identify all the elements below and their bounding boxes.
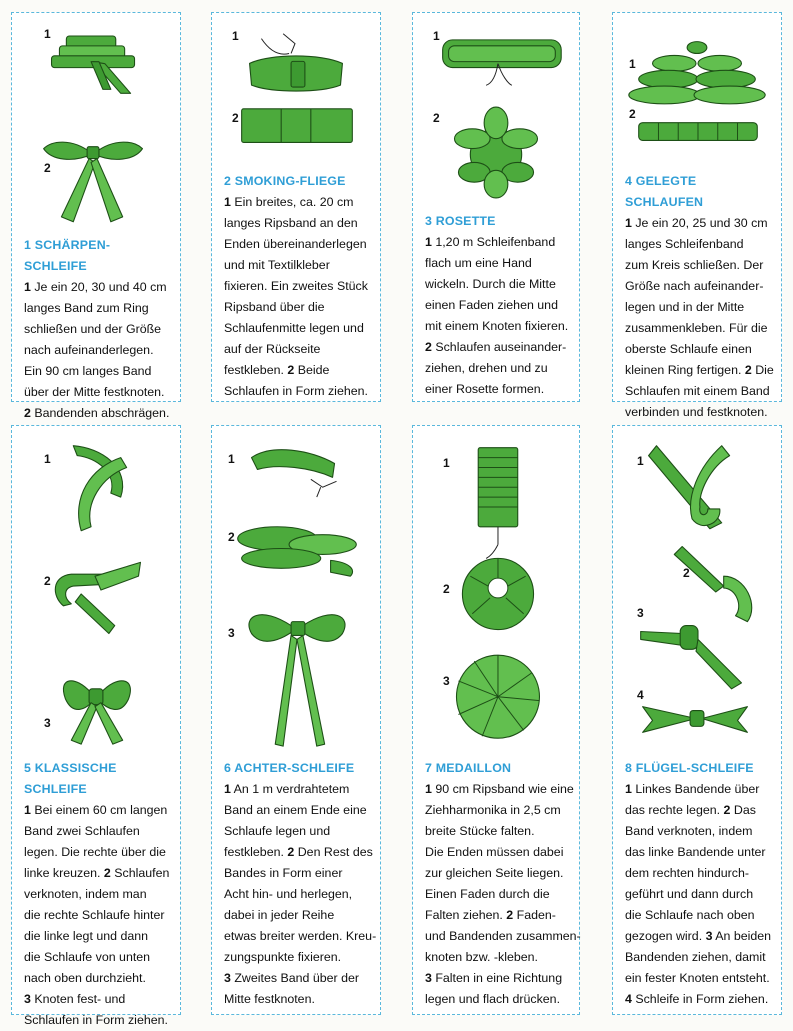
klassische-text bbox=[24, 758, 172, 1031]
step-label-1: 1 bbox=[44, 27, 51, 41]
step-number: 1 bbox=[24, 803, 31, 817]
instruction-text: knoten bzw. -kleben. bbox=[425, 950, 538, 964]
instruction-line bbox=[224, 255, 372, 276]
instruction-line bbox=[625, 360, 773, 381]
instruction-line bbox=[224, 360, 372, 381]
instruction-line bbox=[625, 947, 773, 968]
instruction-text: festkleben. bbox=[224, 845, 288, 859]
step-number: 2 bbox=[425, 340, 432, 354]
instruction-text: langes Schleifenband bbox=[625, 237, 744, 251]
instruction-line bbox=[425, 947, 571, 968]
instruction-line bbox=[625, 884, 773, 905]
instruction-text: Die Enden müssen dabei bbox=[425, 845, 564, 859]
instruction-text: 90 cm Ripsband wie eine bbox=[431, 782, 574, 796]
instruction-line bbox=[425, 358, 571, 379]
instruction-line bbox=[24, 947, 172, 968]
card-gelegte-schlaufen bbox=[612, 12, 782, 419]
instruction-line bbox=[425, 821, 571, 842]
instruction-text: Je ein 20, 30 und 40 cm bbox=[30, 280, 167, 294]
instruction-text: linke kreuzen. bbox=[24, 866, 104, 880]
instruction-text: Das bbox=[730, 803, 756, 817]
klassische-illustration bbox=[12, 426, 180, 756]
card-title: 8 FLÜGEL-SCHLEIFE bbox=[625, 761, 754, 775]
instruction-line bbox=[24, 298, 172, 319]
instruction-text: schließen und der Größe bbox=[24, 322, 162, 336]
instruction-text: Größe nach aufeinander- bbox=[625, 279, 764, 293]
instruction-text: Band verknoten, indem bbox=[625, 824, 753, 838]
achter-illustration bbox=[212, 426, 380, 756]
instruction-text: Schlaufen auseinander- bbox=[431, 340, 567, 354]
instruction-text: die linke legt und dann bbox=[24, 929, 149, 943]
instruction-line bbox=[425, 379, 571, 400]
step-number: 1 bbox=[625, 216, 632, 230]
instruction-text: zur gleichen Seite liegen. bbox=[425, 866, 564, 880]
instruction-text: Ripsband über die bbox=[224, 300, 325, 314]
step-label-3: 3 bbox=[44, 716, 51, 730]
step-label-1: 1 bbox=[228, 452, 235, 466]
instruction-text: legen und flach drücken. bbox=[425, 992, 561, 1006]
instruction-line bbox=[224, 192, 372, 213]
schaerpen-text bbox=[24, 235, 172, 424]
instruction-text: Schlaufenmitte legen und bbox=[224, 321, 364, 335]
instruction-text: die Schlaufe von unten bbox=[24, 950, 151, 964]
instruction-line bbox=[625, 905, 773, 926]
instruction-line bbox=[24, 340, 172, 361]
instruction-text: Band zwei Schlaufen bbox=[24, 824, 140, 838]
gelegte-illustration bbox=[613, 13, 781, 173]
instruction-text: Acht hin- und herlegen, bbox=[224, 887, 353, 901]
card-title: 7 MEDAILLON bbox=[425, 761, 512, 775]
instruction-text: nach oben durchzieht. bbox=[24, 971, 146, 985]
instruction-line bbox=[224, 800, 372, 821]
achter-text bbox=[224, 758, 377, 1010]
instruction-text: fixieren. Ein zweites Stück bbox=[224, 279, 368, 293]
instruction-text: langes Ripsband an den bbox=[224, 216, 358, 230]
card-title: 5 KLASSISCHE SCHLEIFE bbox=[24, 761, 117, 796]
step-number: 1 bbox=[224, 195, 231, 209]
instruction-text: legen. Die rechte über die bbox=[24, 845, 166, 859]
card-title: 3 ROSETTE bbox=[425, 214, 496, 228]
instruction-line bbox=[224, 821, 372, 842]
smoking-text bbox=[224, 171, 372, 402]
instruction-text: Schlaufen in Form ziehen. bbox=[224, 384, 368, 398]
instruction-text: Ziehharmonika in 2,5 cm bbox=[425, 803, 561, 817]
instruction-line bbox=[625, 989, 773, 1010]
instruction-line bbox=[224, 884, 372, 905]
instruction-line bbox=[224, 297, 372, 318]
instruction-line bbox=[425, 989, 571, 1010]
step-number: 3 bbox=[224, 971, 231, 985]
instruction-text: Bei einem 60 cm langen bbox=[30, 803, 168, 817]
instruction-line bbox=[24, 989, 172, 1010]
instruction-line bbox=[625, 842, 773, 863]
instruction-text: die rechte Schlaufe hinter bbox=[24, 908, 165, 922]
step-number: 2 bbox=[103, 866, 111, 880]
instruction-text: Zweites Band über der bbox=[230, 971, 360, 985]
instruction-text: dabei in jeder Reihe bbox=[224, 908, 335, 922]
instruction-line bbox=[224, 989, 372, 1010]
step-number: 2 bbox=[287, 363, 295, 377]
step-number: 3 bbox=[425, 971, 432, 985]
card-rosette bbox=[412, 12, 580, 402]
instruction-line bbox=[24, 863, 172, 884]
step-number: 1 bbox=[425, 782, 432, 796]
instruction-line bbox=[224, 276, 372, 297]
step-number: 1 bbox=[625, 782, 632, 796]
instruction-line bbox=[625, 381, 773, 402]
instruction-text: Faden- bbox=[513, 908, 556, 922]
card-smoking-fliege bbox=[211, 12, 381, 402]
instruction-line bbox=[625, 255, 773, 276]
instruction-text: Bandes in Form einer bbox=[224, 866, 343, 880]
instruction-text: auf der Rückseite bbox=[224, 342, 321, 356]
instruction-text: Den Rest des bbox=[294, 845, 373, 859]
instruction-line bbox=[24, 403, 172, 424]
instruction-text: Einen Faden durch die bbox=[425, 887, 550, 901]
instruction-text: die Schlaufe nach oben bbox=[625, 908, 755, 922]
step-label-1: 1 bbox=[44, 452, 51, 466]
step-number: 2 bbox=[744, 363, 752, 377]
instruction-line bbox=[224, 339, 372, 360]
instruction-line bbox=[425, 295, 571, 316]
instruction-text: Schlaufe legen und bbox=[224, 824, 331, 838]
instruction-line bbox=[24, 382, 172, 403]
instruction-line bbox=[625, 800, 773, 821]
instruction-line bbox=[625, 339, 773, 360]
step-number: 4 bbox=[625, 992, 632, 1006]
instruction-text: flach um eine Hand bbox=[425, 256, 532, 270]
instruction-text: das linke Bandende unter bbox=[625, 845, 766, 859]
instruction-line bbox=[224, 213, 372, 234]
instruction-text: etwas breiter werden. Kreu- bbox=[224, 929, 377, 943]
instruction-text: kleinen Ring fertigen. bbox=[625, 363, 745, 377]
instruction-line bbox=[224, 381, 372, 402]
instruction-line bbox=[425, 232, 571, 253]
instruction-text: Bandenden ziehen, damit bbox=[625, 950, 766, 964]
medaillon-text bbox=[425, 758, 581, 1010]
instruction-text: Falten in eine Richtung bbox=[431, 971, 563, 985]
instruction-line bbox=[24, 1010, 172, 1031]
instruction-text: Enden übereinanderlegen bbox=[224, 237, 367, 251]
step-label-2: 2 bbox=[44, 574, 51, 588]
instruction-text: und mit Textilkleber bbox=[224, 258, 330, 272]
instruction-text: Schlaufen mit einem Band bbox=[625, 384, 770, 398]
instruction-text: legen und in der Mitte bbox=[625, 300, 745, 314]
card-title: 2 SMOKING-FLIEGE bbox=[224, 174, 346, 188]
gelegte-text bbox=[625, 171, 773, 423]
instruction-text: verbinden und festknoten. bbox=[625, 405, 768, 419]
instruction-text: geführt und dann durch bbox=[625, 887, 754, 901]
step-number: 2 bbox=[287, 845, 295, 859]
instruction-text: oberste Schlaufe einen bbox=[625, 342, 752, 356]
card-title: 6 ACHTER-SCHLEIFE bbox=[224, 761, 355, 775]
card-medaillon bbox=[412, 425, 580, 1015]
instruction-line bbox=[24, 968, 172, 989]
instruction-text: ziehen, drehen und zu bbox=[425, 361, 548, 375]
step-number: 3 bbox=[705, 929, 713, 943]
instruction-line bbox=[224, 863, 372, 884]
instruction-line bbox=[24, 842, 172, 863]
instruction-line bbox=[24, 361, 172, 382]
instruction-line bbox=[425, 337, 571, 358]
step-label-1: 1 bbox=[443, 456, 450, 470]
fluegel-illustration bbox=[613, 426, 781, 756]
instruction-text: mit einem Knoten fixieren. bbox=[425, 319, 569, 333]
step-number: 3 bbox=[24, 992, 31, 1006]
step-label-2: 2 bbox=[683, 566, 690, 580]
instruction-line bbox=[425, 842, 571, 863]
instruction-line bbox=[24, 277, 172, 298]
step-label-2: 2 bbox=[44, 161, 51, 175]
schaerpen-illustration bbox=[12, 13, 180, 228]
instruction-line bbox=[625, 779, 773, 800]
step-label-3: 3 bbox=[443, 674, 450, 688]
medaillon-illustration bbox=[413, 426, 579, 756]
instruction-text: zusammenkleben. Für die bbox=[625, 321, 768, 335]
instruction-line bbox=[425, 926, 581, 947]
instruction-line bbox=[224, 926, 377, 947]
instruction-line bbox=[625, 402, 773, 423]
instruction-text: dem rechten hindurch- bbox=[625, 866, 749, 880]
instruction-text: Schleife in Form ziehen. bbox=[631, 992, 769, 1006]
instruction-line bbox=[625, 276, 773, 297]
step-number: 1 bbox=[224, 782, 231, 796]
step-label-2: 2 bbox=[232, 111, 239, 125]
instruction-text: 1,20 m Schleifenband bbox=[431, 235, 556, 249]
step-number: 1 bbox=[24, 280, 31, 294]
instruction-line bbox=[425, 968, 571, 989]
card-title: 1 SCHÄRPEN-SCHLEIFE bbox=[24, 238, 111, 273]
instruction-text: Falten ziehen. bbox=[425, 908, 507, 922]
instruction-line bbox=[425, 274, 571, 295]
instruction-text: zungspunkte fixieren. bbox=[224, 950, 342, 964]
step-label-1: 1 bbox=[433, 29, 440, 43]
instruction-line bbox=[425, 779, 574, 800]
step-label-2: 2 bbox=[629, 107, 636, 121]
instruction-text: das rechte legen. bbox=[625, 803, 724, 817]
instruction-line bbox=[24, 905, 172, 926]
card-klassische-schleife bbox=[11, 425, 181, 1027]
instruction-text: Mitte festknoten. bbox=[224, 992, 315, 1006]
instruction-line bbox=[425, 253, 571, 274]
step-label-2: 2 bbox=[228, 530, 235, 544]
instruction-line bbox=[425, 863, 571, 884]
step-label-2: 2 bbox=[443, 582, 450, 596]
instruction-text: wickeln. Durch die Mitte bbox=[425, 277, 556, 291]
step-label-1: 1 bbox=[637, 454, 644, 468]
instruction-line bbox=[425, 884, 571, 905]
instruction-text: nach aufeinanderlegen. bbox=[24, 343, 154, 357]
step-number: 2 bbox=[24, 406, 31, 420]
instruction-text: Band an einem Ende eine bbox=[224, 803, 367, 817]
instruction-line bbox=[24, 926, 172, 947]
step-label-1: 1 bbox=[629, 57, 636, 71]
instruction-line bbox=[625, 863, 773, 884]
instruction-line bbox=[625, 234, 773, 255]
instruction-text: und Bandenden zusammen- bbox=[425, 929, 581, 943]
instruction-line bbox=[24, 884, 172, 905]
instruction-text: Bandenden abschrägen. bbox=[30, 406, 170, 420]
instruction-line bbox=[425, 800, 571, 821]
step-number: 2 bbox=[506, 908, 514, 922]
instruction-text: ein fester Knoten entsteht. bbox=[625, 971, 770, 985]
card-achter-schleife bbox=[211, 425, 381, 1015]
instruction-text: An 1 m verdrahtetem bbox=[230, 782, 350, 796]
instruction-line bbox=[24, 319, 172, 340]
step-number: 1 bbox=[425, 235, 432, 249]
step-label-3: 3 bbox=[228, 626, 235, 640]
instruction-text: über der Mitte festknoten. bbox=[24, 385, 165, 399]
instruction-line bbox=[224, 318, 372, 339]
instruction-line bbox=[425, 905, 571, 926]
instruction-line bbox=[224, 905, 372, 926]
instruction-text: festkleben. bbox=[224, 363, 288, 377]
instruction-text: Beide bbox=[294, 363, 330, 377]
instruction-text: Schlaufen in Form ziehen. bbox=[24, 1013, 168, 1027]
instruction-line bbox=[625, 968, 773, 989]
instruction-text: gezogen wird. bbox=[625, 929, 706, 943]
instruction-text: einen Faden ziehen und bbox=[425, 298, 558, 312]
instruction-line bbox=[224, 779, 372, 800]
instruction-line bbox=[625, 926, 773, 947]
step-label-1: 1 bbox=[232, 29, 239, 43]
step-label-2: 2 bbox=[433, 111, 440, 125]
instruction-line bbox=[625, 213, 773, 234]
instruction-line bbox=[224, 842, 372, 863]
instruction-line bbox=[625, 297, 773, 318]
instruction-text: Linkes Bandende über bbox=[631, 782, 760, 796]
step-label-3: 3 bbox=[637, 606, 644, 620]
instruction-text: langes Band zum Ring bbox=[24, 301, 149, 315]
fluegel-text bbox=[625, 758, 773, 1010]
instruction-line bbox=[625, 821, 773, 842]
instruction-text: Ein 90 cm langes Band bbox=[24, 364, 152, 378]
instruction-text: Knoten fest- und bbox=[30, 992, 126, 1006]
instruction-line bbox=[224, 234, 372, 255]
instruction-text: zum Kreis schließen. Der bbox=[625, 258, 764, 272]
instruction-line bbox=[425, 316, 571, 337]
instruction-text: breite Stücke falten. bbox=[425, 824, 535, 838]
card-title: 4 GELEGTE SCHLAUFEN bbox=[625, 174, 704, 209]
card-schaerpen-schleife bbox=[11, 12, 181, 420]
instruction-text: Ein breites, ca. 20 cm bbox=[230, 195, 354, 209]
instruction-text: An beiden bbox=[712, 929, 772, 943]
instruction-line bbox=[24, 800, 172, 821]
instruction-line bbox=[224, 968, 372, 989]
step-number: 2 bbox=[723, 803, 731, 817]
instruction-line bbox=[625, 318, 773, 339]
step-label-4: 4 bbox=[637, 688, 644, 702]
instruction-text: Schlaufen bbox=[110, 866, 170, 880]
instruction-line bbox=[24, 821, 172, 842]
instruction-text: Die bbox=[751, 363, 774, 377]
instruction-text: Je ein 20, 25 und 30 cm bbox=[631, 216, 768, 230]
instruction-line bbox=[224, 947, 372, 968]
instruction-text: verknoten, indem man bbox=[24, 887, 147, 901]
rosette-text bbox=[425, 211, 571, 400]
card-fluegel-schleife bbox=[612, 425, 782, 1015]
instruction-text: einer Rosette formen. bbox=[425, 382, 545, 396]
